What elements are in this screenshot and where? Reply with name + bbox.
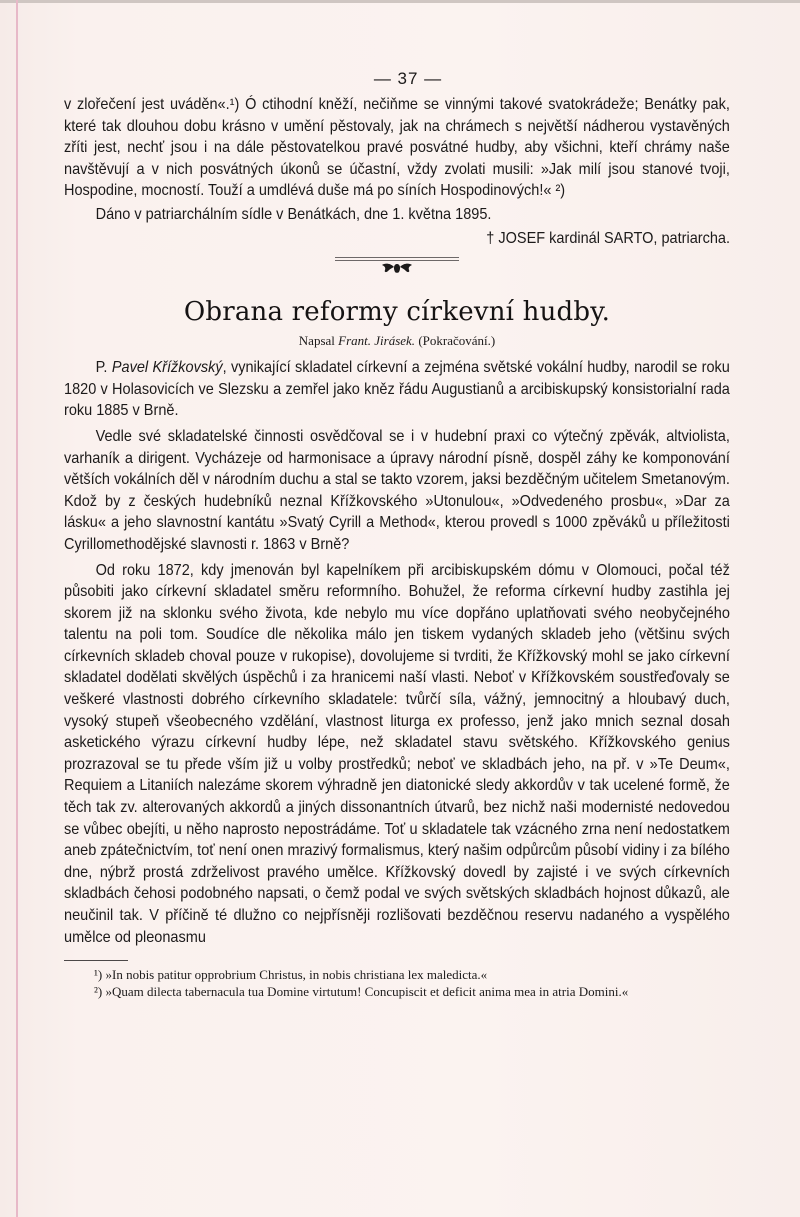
page-content — [64, 64, 730, 1000]
article-paragraph: Od roku 1872, kdy jmenován byl kapelníkem při arcibiskupském dómu v Olomouci, počal též působiti jako církevní skladatel směru reformního. Bohužel, že reforma církevní hudby zastihla jej skorem již na sklonku svého života, kde nebylo mu více dopřáno uplatňovati svého neobyčejného talentu na poli tom. Soudíce dle několika málo jen tiskem vydaných skladeb jeho (většinu svých církevních skladeb choval pouze v rukopise), dovolujeme si tvrditi, že Křížkovský mohl se jako církevní skladatel dodělati skvělých úspěchů i za hranicemi naší vlasti. Neboť v Křížkovském soustřeďovaly se veškeré vlastnosti dobrého církevního skladatele: tvůrčí síla, vážný, jemnocitný a hloubavý duch, vysoký stupeň všeobecného vzdělání, vlastnost liturga ex professo, jenž jako mnich seznal dosah asketického výrazu církevní hudby lépe, než skladatel stavu světského. Křížkovského genius prozrazoval se tu přede vším již u volby prostředků; neboť ve skladbách jeho, na př. v »Te Deum«, Requiem a Litaniích nalezáme skorem výhradně jen diatonické sledy akkordův v tak ucelené formě, že těch tak zv. alterovaných akkordů a jiných dissonantních útvarů, bez nichž naši modernisté nedovedou se vůbec obejíti, u něho naprosto nepostrádáme. Toť u skladatele tak vzácného zrna není nedostatkem aneb zpátečnictvím, toť není onen mrazivý formalismus, který našim odpůrcům působí vidiny i za bílého dne, nýbrž prostá zdrželivost pravého umělce. Křížkovský dovedl by zajisté i ve svých církevních skladbách čehosi podobného napsati, o čemž podal ve svých světských skladbách hojnost důkazů, ale neučinil tak. V příčině té dlužno co nejpřísněji rozlišovati bezděčnou reservu nadaného a vyspělého umělce od pleonasmu — [64, 561, 730, 946]
footnote-marker: ¹) — [94, 967, 103, 983]
letter-signature: † JOSEF kardinál SARTO, patriarcha. — [486, 229, 730, 247]
footnote — [64, 984, 730, 1001]
article-byline — [64, 333, 730, 349]
letter-closing-paragraph: v zlořečení jest uváděn«.¹) Ó ctihodní kněží, nečiňme se vinnými takové svatokrádeže; Benátky pak, které tak dlouhou dobu krásno v umění pěstovaly, jak na chrámech s největší nádherou vystavěných zříti jest, nechť jsou i na dále pěstovatelkou pravé posvátné hudby, aby všichni, kteří chrámy naše navštěvují a v nich posvátných úkonů se účastní, vždy zvolati musili: »Jak milí jsou stanové tvoji, Hospodine, mocností. Touží a umdlévá duše má po síních Hospodinových!« ²) — [64, 96, 730, 200]
article-paragraph: Vedle své skladatelské činnosti osvědčoval se i v hudební praxi co výtečný zpěvák, altviolista, varhaník a dirigent. Vycházeje od harmonisace a úpravy národní písně, dospěl záhy ke komponování větších vokálních děl v národním duchu a stal se takto vzorem, jaksi bezděčným učitelem Smetanovým. Kdož by z českých hudebníků neznal Křížkovského »Utonulou«, »Odvedeného prosbu«, »Dar za lásku« a jeho slavnostní kantátu »Svatý Cyrill a Method«, kterou provedl s 1000 zpěváků u příležitosti Cyrillomethodějské slavnosti r. 1863 v Brně? — [64, 427, 730, 553]
footnote-rule — [64, 960, 128, 961]
letter-dated-line: Dáno v patriarchálním sídle v Benátkách, dne 1. května 1895. — [95, 205, 492, 223]
byline-continuation: (Pokračování.) — [418, 333, 496, 349]
paragraph-lead: P. — [95, 359, 112, 377]
byline-author: Frant. Jirásek. — [338, 333, 416, 349]
byline-prefix: Napsal — [298, 333, 335, 349]
footnote-text: »In nobis patitur opprobrium Christus, in nobis christiana lex maledicta.« — [105, 967, 488, 983]
composer-name: Pavel Křížkovský — [111, 359, 223, 377]
footnote — [64, 967, 730, 984]
scan-top-edge — [0, 0, 800, 3]
article-paragraph — [64, 357, 730, 422]
footnote-marker: ²) — [94, 983, 103, 999]
fleuron-ornament-icon — [380, 261, 414, 275]
section-ornament — [335, 257, 459, 275]
margin-line — [16, 0, 18, 1217]
article-title: Obrana reformy církevní hudby. — [183, 297, 611, 328]
page-number: — 37 — — [373, 69, 443, 88]
footnote-text: »Quam dilecta tabernacula tua Domine virtutum! Concupiscit et deficit anima mea in atria Domini.« — [105, 983, 629, 999]
paragraph-text: , vynikající skladatel církevní a zejména světské vokální hudby, narodil se roku 1820 v Holasovicích ve Slezsku a zemřel jako kněz řádu Augustianů a arcibiskupský konsistorialní rada roku 1885 v Brně. — [64, 359, 730, 420]
